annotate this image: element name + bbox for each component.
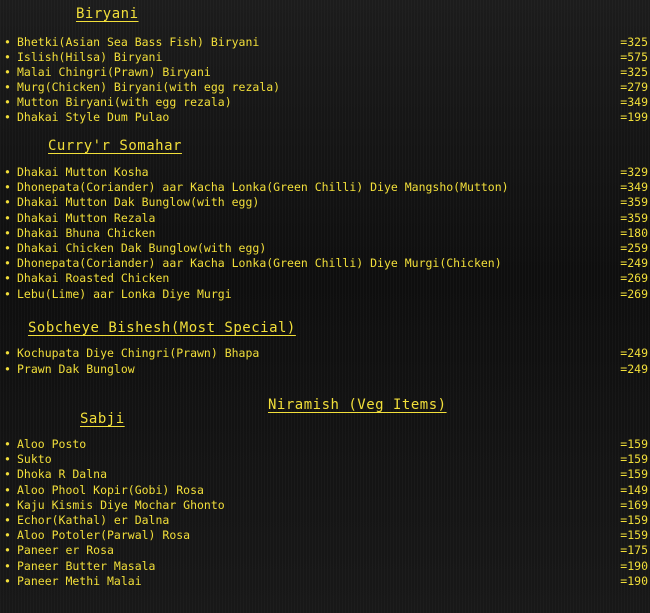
item-name: Dhakai Style Dum Pulao (17, 110, 170, 124)
item-price: =180 (620, 225, 648, 240)
menu-item (4, 35, 648, 50)
section-title-curry: Curry'r Somahar (48, 138, 182, 154)
item-name: Lebu(Lime) aar Lonka Diye Murgi (17, 286, 232, 301)
menu-item (4, 362, 648, 377)
item-price: =325 (620, 35, 648, 49)
item-name: Dhakai Chicken Dak Bunglow(with egg) (17, 241, 267, 255)
bullet-icon: • (4, 256, 11, 271)
item-name: Dhakai Bhuna Chicken (17, 225, 156, 240)
item-name: Kaju Kismis Diye Mochar Ghonto (17, 497, 225, 512)
item-price: =199 (620, 110, 648, 124)
section-title-special: Sobcheye Bishesh(Most Special) (28, 320, 296, 336)
item-name: Malai Chingri(Prawn) Biryani (17, 65, 211, 79)
item-price: =359 (620, 210, 648, 225)
menu-item (4, 483, 648, 498)
bullet-icon: • (4, 165, 11, 179)
item-price: =169 (620, 497, 648, 512)
item-name: Dhakai Roasted Chicken (17, 271, 170, 286)
item-name: Dhonepata(Coriander) aar Kacha Lonka(Green Chilli) Diye Mangsho(Mutton) (17, 180, 509, 195)
item-name: Dhakai Mutton Dak Bunglow(with egg) (17, 195, 260, 210)
item-price: =259 (620, 241, 648, 255)
bullet-icon: • (4, 241, 11, 255)
menu-item (4, 211, 648, 226)
bullet-icon: • (4, 180, 11, 195)
bullet-icon: • (4, 346, 11, 360)
bullet-icon: • (4, 361, 11, 376)
item-name: Dhonepata(Coriander) aar Kacha Lonka(Green Chilli) Diye Murgi(Chicken) (17, 256, 502, 271)
item-price: =269 (620, 286, 648, 301)
item-price: =249 (620, 256, 648, 271)
menu-item (4, 50, 648, 65)
bullet-icon: • (4, 80, 11, 94)
menu-item (4, 65, 648, 80)
menu-item (4, 528, 648, 543)
bullet-icon: • (4, 452, 11, 467)
menu-item (4, 513, 648, 528)
bullet-icon: • (4, 271, 11, 286)
bullet-icon: • (4, 195, 11, 210)
item-price: =349 (620, 95, 648, 109)
item-price: =190 (620, 558, 648, 573)
bullet-icon: • (4, 573, 11, 588)
item-name: Mutton Biryani(with egg rezala) (17, 95, 232, 109)
bullet-icon: • (4, 210, 11, 225)
bullet-icon: • (4, 95, 11, 109)
item-name: Paneer Butter Masala (17, 558, 156, 573)
bullet-icon: • (4, 225, 11, 240)
item-name: Dhoka R Dalna (17, 467, 108, 482)
bullet-icon: • (4, 482, 11, 497)
item-name: Paneer er Rosa (17, 543, 114, 558)
section-title-biryani: Biryani (76, 6, 139, 22)
menu-item (4, 241, 648, 256)
menu-item (4, 543, 648, 558)
bullet-icon: • (4, 35, 11, 49)
menu-item (4, 256, 648, 271)
item-name: Aloo Potoler(Parwal) Rosa (17, 528, 191, 543)
menu-item (4, 574, 648, 589)
item-price: =575 (620, 50, 648, 64)
item-price: =269 (620, 271, 648, 286)
item-price: =190 (620, 573, 648, 588)
bullet-icon: • (4, 50, 11, 64)
menu-item (4, 226, 648, 241)
menu-item (4, 180, 648, 195)
item-price: =325 (620, 65, 648, 79)
menu-item (4, 110, 648, 125)
menu-item (4, 346, 648, 361)
item-price: =359 (620, 195, 648, 210)
item-name: Kochupata Diye Chingri(Prawn) Bhapa (17, 346, 260, 360)
bullet-icon: • (4, 497, 11, 512)
bullet-icon: • (4, 65, 11, 79)
item-name: Islish(Hilsa) Biryani (17, 50, 163, 64)
bullet-icon: • (4, 528, 11, 543)
item-price: =159 (620, 437, 648, 451)
item-price: =159 (620, 467, 648, 482)
item-name: Dhakai Mutton Kosha (17, 165, 149, 179)
item-name: Dhakai Mutton Rezala (17, 210, 156, 225)
item-name: Murg(Chicken) Biryani(with egg rezala) (17, 80, 281, 94)
bullet-icon: • (4, 437, 11, 451)
bullet-icon: • (4, 467, 11, 482)
menu-item (4, 467, 648, 482)
item-price: =329 (620, 165, 648, 179)
item-price: =249 (620, 346, 648, 360)
bullet-icon: • (4, 558, 11, 573)
item-price: =175 (620, 543, 648, 558)
item-name: Sukto (17, 452, 52, 467)
menu-item (4, 287, 648, 302)
item-price: =159 (620, 513, 648, 527)
bullet-icon: • (4, 543, 11, 558)
bullet-icon: • (4, 110, 11, 124)
section-title-niramish: Niramish (Veg Items) (268, 397, 447, 413)
item-price: =249 (620, 361, 648, 376)
bullet-icon: • (4, 513, 11, 527)
item-name: Bhetki(Asian Sea Bass Fish) Biryani (17, 35, 260, 49)
section-title-sabji: Sabji (80, 411, 125, 427)
menu-item (4, 165, 648, 180)
item-price: =349 (620, 180, 648, 195)
item-name: Aloo Posto (17, 437, 87, 451)
item-name: Echor(Kathal) er Dalna (17, 513, 170, 527)
item-price: =149 (620, 482, 648, 497)
menu-item (4, 559, 648, 574)
bullet-icon: • (4, 286, 11, 301)
menu-item (4, 95, 648, 110)
item-name: Prawn Dak Bunglow (17, 361, 135, 376)
menu-item (4, 498, 648, 513)
menu-item (4, 452, 648, 467)
menu-item (4, 437, 648, 452)
menu-item (4, 271, 648, 286)
item-price: =279 (620, 80, 648, 94)
menu-item (4, 80, 648, 95)
menu-item (4, 195, 648, 210)
item-name: Paneer Methi Malai (17, 573, 142, 588)
item-name: Aloo Phool Kopir(Gobi) Rosa (17, 482, 204, 497)
item-price: =159 (620, 452, 648, 467)
item-price: =159 (620, 528, 648, 543)
